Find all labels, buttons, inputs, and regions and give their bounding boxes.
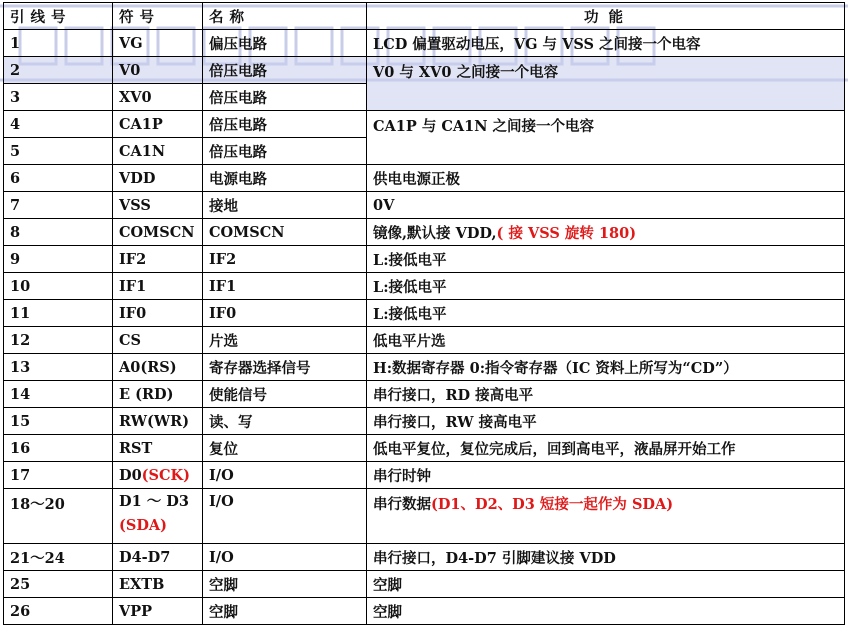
pin-cell: 6: [4, 165, 113, 192]
function-cell: 0V: [367, 192, 845, 219]
symbol-cell: A0(RS): [113, 354, 203, 381]
symbol-cell: IF0: [113, 300, 203, 327]
pin-cell: 3: [4, 84, 113, 111]
function-cell: H:数据寄存器 0:指令寄存器（IC 资料上所写为“CD”）: [367, 354, 845, 381]
symbol-cell: IF2: [113, 246, 203, 273]
table-row: [4, 273, 845, 300]
symbol-cell: CA1N: [113, 138, 203, 165]
function-cell: 低电平复位，复位完成后，回到高电平，液晶屏开始工作: [367, 435, 845, 462]
table-row: [4, 219, 845, 246]
symbol-cell: VG: [113, 30, 203, 57]
name-cell: 接地: [203, 192, 367, 219]
name-cell: 倍压电路: [203, 111, 367, 138]
function-cell: L:接低电平: [367, 300, 845, 327]
function-cell: 供电电源正极: [367, 165, 845, 192]
pin-definition-table: [3, 2, 845, 625]
function-cell: V0 与 XV0 之间接一个电容: [367, 57, 845, 111]
pin-cell: 13: [4, 354, 113, 381]
function-cell: 空脚: [367, 598, 845, 625]
function-note-red: ( 接 VSS 旋转 180): [496, 224, 637, 242]
name-cell: 偏压电路: [203, 30, 367, 57]
function-cell: [367, 219, 845, 246]
name-cell: 空脚: [203, 598, 367, 625]
function-note-red: (D1、D2、D3 短接一起作为 SDA): [431, 496, 674, 513]
table-row: [4, 111, 845, 138]
symbol-cell: XV0: [113, 84, 203, 111]
symbol-note-red: (SCK): [141, 466, 191, 484]
name-cell: 寄存器选择信号: [203, 354, 367, 381]
pin-cell: 4: [4, 111, 113, 138]
table-row: [4, 165, 845, 192]
pin-cell: 1: [4, 30, 113, 57]
header-pin: 引线号: [4, 3, 113, 30]
name-cell: 倍压电路: [203, 57, 367, 84]
pin-cell: 15: [4, 408, 113, 435]
header-name: 名称: [203, 3, 367, 30]
pin-cell: 21～24: [4, 544, 113, 571]
name-cell: 倍压电路: [203, 84, 367, 111]
function-cell: 串行时钟: [367, 462, 845, 489]
table-row: [4, 30, 845, 57]
function-cell: 串行接口，D4-D7 引脚建议接 VDD: [367, 544, 845, 571]
name-cell: 复位: [203, 435, 367, 462]
function-cell: 空脚: [367, 571, 845, 598]
table-row: [4, 192, 845, 219]
symbol-cell: D4-D7: [113, 544, 203, 571]
symbol-cell: CS: [113, 327, 203, 354]
table-row: [4, 462, 845, 489]
symbol-cell: IF1: [113, 273, 203, 300]
symbol-cell: VPP: [113, 598, 203, 625]
function-cell: CA1P 与 CA1N 之间接一个电容: [367, 111, 845, 165]
name-cell: IF1: [203, 273, 367, 300]
symbol-cell: RW(WR): [113, 408, 203, 435]
function-text: 串行数据: [373, 496, 431, 513]
table-header-row: [4, 3, 845, 30]
function-cell: 低电平片选: [367, 327, 845, 354]
function-cell: 串行接口，RD 接高电平: [367, 381, 845, 408]
pin-cell: 7: [4, 192, 113, 219]
table-row: [4, 327, 845, 354]
pin-cell: 5: [4, 138, 113, 165]
symbol-text: D1 ～ D3: [119, 493, 189, 510]
table-row: [4, 354, 845, 381]
name-cell: 电源电路: [203, 165, 367, 192]
name-cell: IF0: [203, 300, 367, 327]
name-cell: 空脚: [203, 571, 367, 598]
table-row: [4, 408, 845, 435]
symbol-note-red: (SDA): [119, 517, 168, 534]
function-cell: L:接低电平: [367, 246, 845, 273]
symbol-text: D0: [119, 466, 142, 484]
table-row: [4, 57, 845, 84]
symbol-cell: [113, 489, 203, 544]
symbol-cell: RST: [113, 435, 203, 462]
function-text: 镜像,默认接 VDD,: [373, 224, 497, 242]
function-cell: LCD 偏置驱动电压，VG 与 VSS 之间接一个电容: [367, 30, 845, 57]
symbol-cell: E (RD): [113, 381, 203, 408]
pin-cell: 17: [4, 462, 113, 489]
pin-cell: 9: [4, 246, 113, 273]
symbol-cell: [113, 462, 203, 489]
name-cell: COMSCN: [203, 219, 367, 246]
table-row: [4, 571, 845, 598]
pin-cell: 12: [4, 327, 113, 354]
pin-cell: 14: [4, 381, 113, 408]
header-function: 功能: [367, 3, 845, 30]
table-row: [4, 544, 845, 571]
symbol-cell: COMSCN: [113, 219, 203, 246]
table-row: [4, 246, 845, 273]
name-cell: I/O: [203, 489, 367, 544]
function-cell: [367, 489, 845, 544]
function-cell: 串行接口，RW 接高电平: [367, 408, 845, 435]
symbol-cell: EXTB: [113, 571, 203, 598]
name-cell: I/O: [203, 462, 367, 489]
pin-cell: 8: [4, 219, 113, 246]
symbol-cell: VDD: [113, 165, 203, 192]
header-symbol: 符号: [113, 3, 203, 30]
symbol-cell: V0: [113, 57, 203, 84]
name-cell: IF2: [203, 246, 367, 273]
name-cell: 读、写: [203, 408, 367, 435]
pin-cell: 16: [4, 435, 113, 462]
function-cell: L:接低电平: [367, 273, 845, 300]
name-cell: 倍压电路: [203, 138, 367, 165]
name-cell: I/O: [203, 544, 367, 571]
table-row: [4, 598, 845, 625]
name-cell: 片选: [203, 327, 367, 354]
table-row: [4, 435, 845, 462]
table-row: [4, 300, 845, 327]
name-cell: 使能信号: [203, 381, 367, 408]
pin-cell: 18～20: [4, 489, 113, 544]
symbol-cell: CA1P: [113, 111, 203, 138]
symbol-cell: VSS: [113, 192, 203, 219]
pin-cell: 11: [4, 300, 113, 327]
pin-cell: 25: [4, 571, 113, 598]
pin-cell: 10: [4, 273, 113, 300]
table-row: [4, 489, 845, 544]
pin-cell: 2: [4, 57, 113, 84]
pin-cell: 26: [4, 598, 113, 625]
table-row: [4, 381, 845, 408]
